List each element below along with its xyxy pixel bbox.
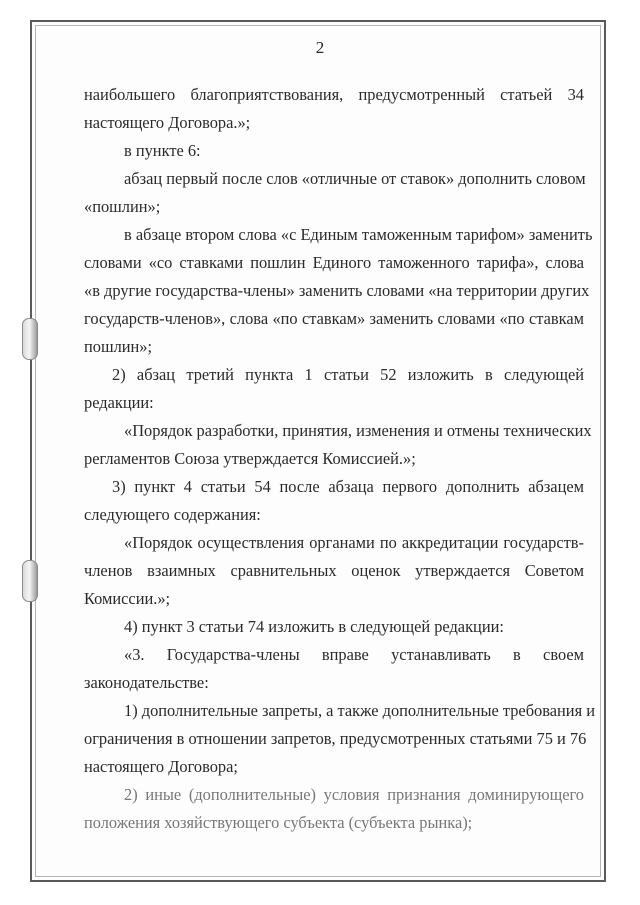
text-line: «Порядок осуществления органами по аккредитации государств- bbox=[124, 533, 584, 552]
text-line: настоящего Договора.»; bbox=[84, 113, 251, 132]
text-line: «в другие государства-члены» заменить словами «на территории других bbox=[84, 281, 590, 300]
text-line: «пошлин»; bbox=[84, 197, 161, 216]
text-line: 1) дополнительные запреты, а также дополнительные требования и bbox=[124, 701, 595, 720]
text-line: абзац первый после слов «отличные от ставок» дополнить словом bbox=[124, 169, 586, 188]
text-line: законодательстве: bbox=[84, 673, 209, 692]
text-line: государств-членов», слова «по ставкам» заменить словами «по ставкам bbox=[84, 309, 584, 328]
text-line: в абзаце втором слова «с Единым таможенным тарифом» заменить bbox=[124, 225, 593, 244]
text-line: «Порядок разработки, принятия, изменения и отмены технических bbox=[124, 421, 592, 440]
text-line: положения хозяйствующего субъекта (субъекта рынка); bbox=[84, 813, 473, 832]
text-line: пошлин»; bbox=[84, 337, 153, 356]
text-line: настоящего Договора; bbox=[84, 757, 238, 776]
text-line: членов взаимных сравнительных оценок утверждается Советом bbox=[84, 561, 584, 580]
binder-hole bbox=[22, 318, 38, 360]
text-line: 3) пункт 4 статьи 54 после абзаца первого дополнить абзацем bbox=[112, 477, 584, 496]
text-line: редакции: bbox=[84, 393, 154, 412]
text-line: следующего содержания: bbox=[84, 505, 261, 524]
page-number: 2 bbox=[315, 38, 325, 57]
text-line: Комиссии.»; bbox=[84, 589, 171, 608]
text-line: «3. Государства-члены вправе устанавливать в своем bbox=[124, 645, 584, 664]
text-line: в пункте 6: bbox=[124, 141, 201, 160]
binder-hole bbox=[22, 560, 38, 602]
text-line: наибольшего благоприятствования, предусмотренный статьей 34 bbox=[84, 85, 584, 104]
text-line: ограничения в отношении запретов, предусмотренных статьями 75 и 76 bbox=[84, 729, 587, 748]
text-line: 4) пункт 3 статьи 74 изложить в следующей редакции: bbox=[124, 617, 504, 636]
text-line: регламентов Союза утверждается Комиссией.»; bbox=[84, 449, 416, 468]
text-line: словами «со ставками пошлин Единого таможенного тарифа», слова bbox=[84, 253, 584, 272]
text-line: 2) абзац третий пункта 1 статьи 52 изложить в следующей bbox=[112, 365, 584, 384]
text-line: 2) иные (дополнительные) условия признания доминирующего bbox=[124, 785, 584, 804]
